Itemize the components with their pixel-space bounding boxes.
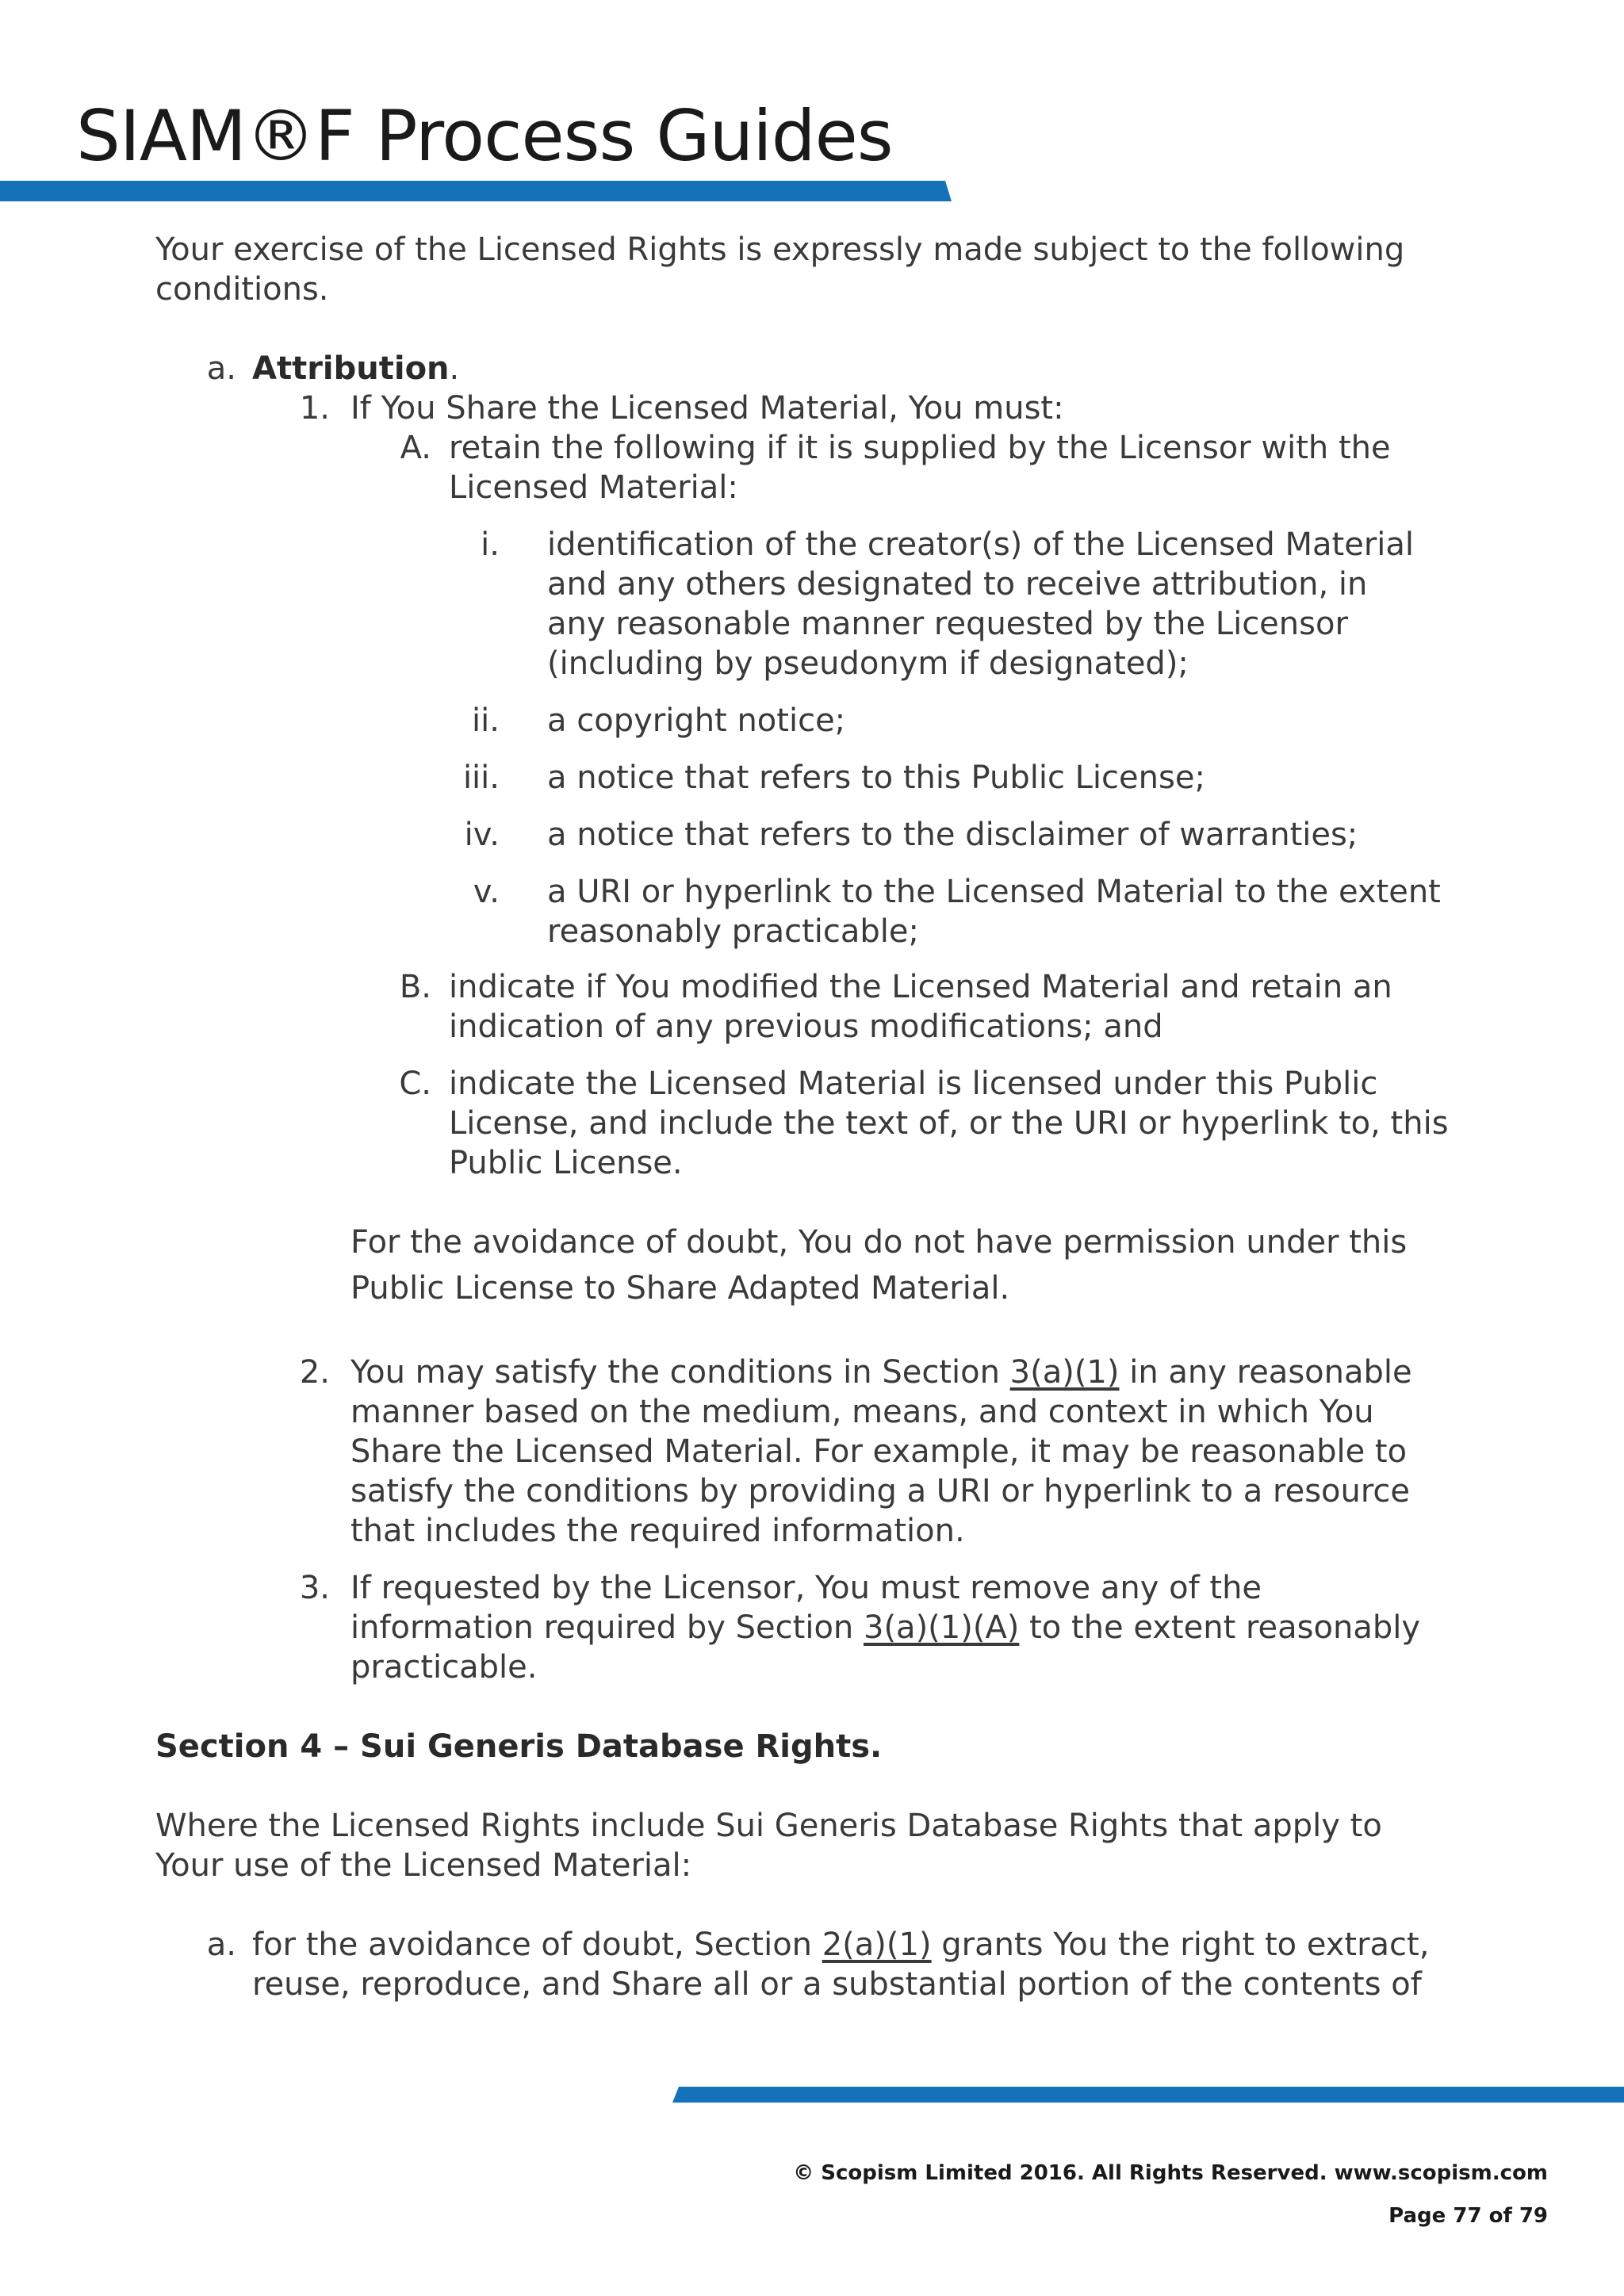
item-C-line-1: indicate the Licensed Material is licensed under this Public bbox=[449, 1066, 1378, 1102]
list-marker: 2. bbox=[299, 1354, 330, 1391]
avoidance-line-1: For the avoidance of doubt, You do not have permission under this bbox=[350, 1224, 1408, 1261]
list-marker: ii. bbox=[472, 702, 500, 739]
section-4-a-text-pre: for the avoidance of doubt, Section bbox=[252, 1927, 822, 1963]
list-marker: 3. bbox=[299, 1570, 330, 1606]
item-3-line-1: If requested by the Licensor, You must remove any of the bbox=[350, 1570, 1262, 1606]
item-2-line-3: Share the Licensed Material. For example, it may be reasonable to bbox=[350, 1433, 1408, 1470]
attribution-period: . bbox=[449, 350, 460, 387]
roman-i-line-1: identification of the creator(s) of the Licensed Material bbox=[547, 526, 1415, 563]
item-A-line-2: Licensed Material: bbox=[449, 469, 738, 506]
list-marker: A. bbox=[400, 430, 431, 466]
attribution-heading bbox=[252, 349, 459, 388]
intro-line-1: Your exercise of the Licensed Rights is expressly made subject to the following bbox=[155, 232, 1405, 268]
list-marker: C. bbox=[399, 1066, 431, 1102]
list-marker: a. bbox=[206, 350, 236, 387]
item-2-text-pre: You may satisfy the conditions in Section bbox=[350, 1354, 1010, 1391]
roman-i-line-4: (including by pseudonym if designated); bbox=[547, 645, 1189, 682]
roman-iv-line-1: a notice that refers to the disclaimer of warranties; bbox=[547, 817, 1358, 853]
item-2-line-2: manner based on the medium, means, and context in which You bbox=[350, 1394, 1374, 1430]
roman-i-line-3: any reasonable manner requested by the Licensor bbox=[547, 606, 1348, 642]
section-4-a-text-post: grants You the right to extract, bbox=[931, 1927, 1430, 1963]
section-4-a-line-1 bbox=[252, 1925, 1429, 1965]
section-4-intro-line-1: Where the Licensed Rights include Sui Generis Database Rights that apply to bbox=[155, 1808, 1382, 1844]
item-1-text: If You Share the Licensed Material, You must: bbox=[350, 390, 1064, 427]
avoidance-line-2: Public License to Share Adapted Material. bbox=[350, 1270, 1010, 1307]
item-3-text-post: to the extent reasonably bbox=[1019, 1609, 1421, 1646]
roman-v-line-1: a URI or hyperlink to the Licensed Material to the extent bbox=[547, 874, 1441, 910]
footer-copyright: © Scopism Limited 2016. All Rights Reserved. www.scopism.com bbox=[793, 2161, 1548, 2185]
list-marker: 1. bbox=[299, 390, 330, 427]
roman-i-line-2: and any others designated to receive attribution, in bbox=[547, 566, 1368, 603]
item-B-line-1: indicate if You modified the Licensed Material and retain an bbox=[449, 969, 1392, 1005]
item-C-line-2: License, and include the text of, or the URI or hyperlink to, this bbox=[449, 1105, 1449, 1142]
section-3a1-link[interactable]: 3(a)(1) bbox=[1009, 1354, 1120, 1391]
item-2-line-1 bbox=[350, 1353, 1412, 1392]
section-4-a-line-2: reuse, reproduce, and Share all or a substantial portion of the contents of bbox=[252, 1966, 1422, 2003]
attribution-heading-text: Attribution bbox=[252, 350, 450, 387]
item-3-line-3: practicable. bbox=[350, 1649, 538, 1686]
roman-v-line-2: reasonably practicable; bbox=[547, 913, 919, 950]
section-3a1A-link[interactable]: 3(a)(1)(A) bbox=[864, 1609, 1020, 1646]
header-accent-band bbox=[0, 181, 952, 201]
roman-ii-line-1: a copyright notice; bbox=[547, 702, 846, 739]
list-marker: a. bbox=[206, 1927, 236, 1963]
section-4-intro-line-2: Your use of the Licensed Material: bbox=[155, 1847, 692, 1884]
item-2-text-post: in any reasonable bbox=[1119, 1354, 1412, 1391]
section-2a1-link[interactable]: 2(a)(1) bbox=[822, 1927, 932, 1963]
section-4-heading: Section 4 – Sui Generis Database Rights. bbox=[155, 1728, 883, 1765]
item-3-line-2 bbox=[350, 1608, 1420, 1647]
page-title: SIAM®F Process Guides bbox=[76, 95, 893, 177]
item-A-line-1: retain the following if it is supplied by the Licensor with the bbox=[449, 430, 1391, 466]
list-marker: v. bbox=[473, 874, 500, 910]
footer-page-number: Page 77 of 79 bbox=[1388, 2204, 1548, 2228]
list-marker: i. bbox=[481, 526, 500, 563]
item-2-line-4: satisfy the conditions by providing a URI or hyperlink to a resource bbox=[350, 1473, 1411, 1510]
item-B-line-2: indication of any previous modifications; and bbox=[449, 1008, 1163, 1045]
roman-iii-line-1: a notice that refers to this Public License; bbox=[547, 760, 1205, 796]
item-3-text-pre: information required by Section bbox=[350, 1609, 864, 1646]
item-C-line-3: Public License. bbox=[449, 1145, 683, 1181]
list-marker: B. bbox=[399, 969, 431, 1005]
footer-accent-band bbox=[672, 2087, 1624, 2103]
list-marker: iii. bbox=[462, 760, 500, 796]
item-2-line-5: that includes the required information. bbox=[350, 1513, 965, 1549]
intro-line-2: conditions. bbox=[155, 271, 329, 308]
list-marker: iv. bbox=[464, 817, 500, 853]
